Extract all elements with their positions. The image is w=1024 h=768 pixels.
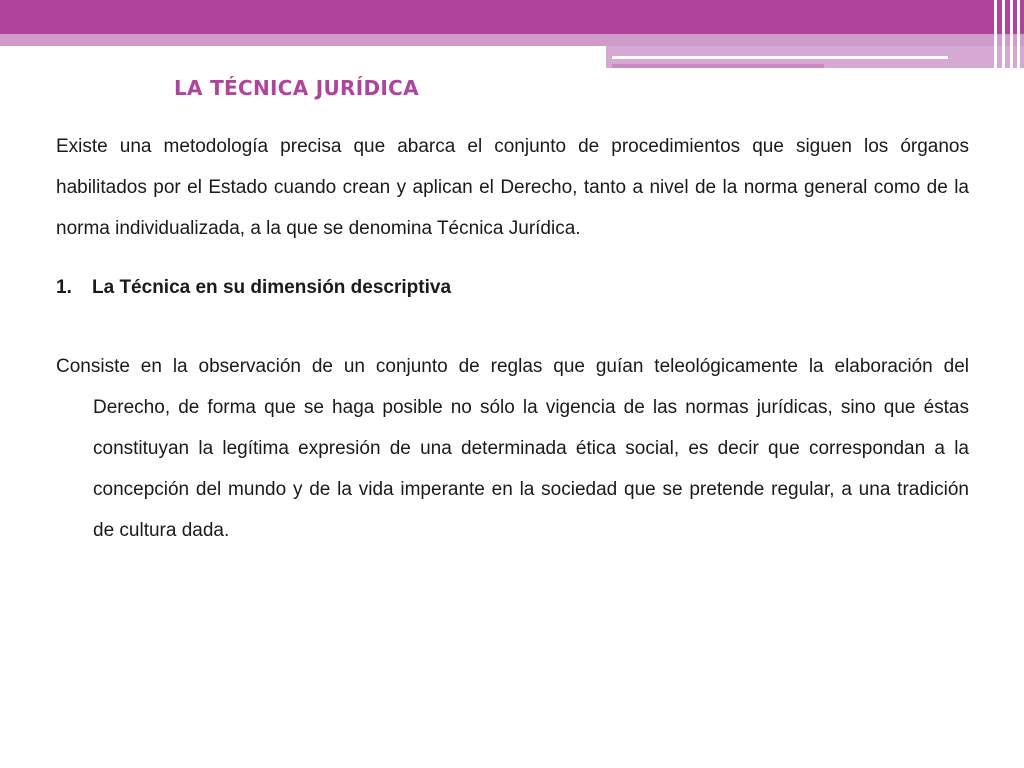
list-item [56,267,969,308]
banner-divider-line [0,46,606,49]
banner-band-main [0,0,1024,34]
banner-tab-accent [612,64,824,68]
banner-stripe [1017,0,1020,70]
banner-stripes [990,0,1024,70]
banner-stripe [1002,0,1005,70]
list-heading: La Técnica en su dimensión descriptiva [92,277,452,298]
body-paragraph: Consiste en la observación de un conjunto de reglas que guían teleológicamente la elaboración del Derecho, de forma que se haga posible no sólo la vigencia de las normas jurídicas, sino que éstas constituyan la legítima expresión de una determinada ética social, es decir que correspondan a la concepción del mundo y de la vida imperante en la sociedad que se pretende regular, a una tradición de cultura dada. [56,356,969,541]
banner-tab-line [612,56,948,59]
intro-paragraph: Existe una metodología precisa que abarca el conjunto de procedimientos que siguen los órganos habilitados por el Estado cuando crean y aplican el Derecho, tanto a nivel de la norma general como de la norma individualizada, a la que se denomina Técnica Jurídica. [56,136,969,239]
slide-content [56,126,969,551]
banner-stripe [1010,0,1013,70]
header-banner [0,0,1024,72]
banner-stripe [994,0,997,70]
list-number: 1. [56,277,72,298]
slide-title: LA TÉCNICA JURÍDICA [174,76,419,100]
